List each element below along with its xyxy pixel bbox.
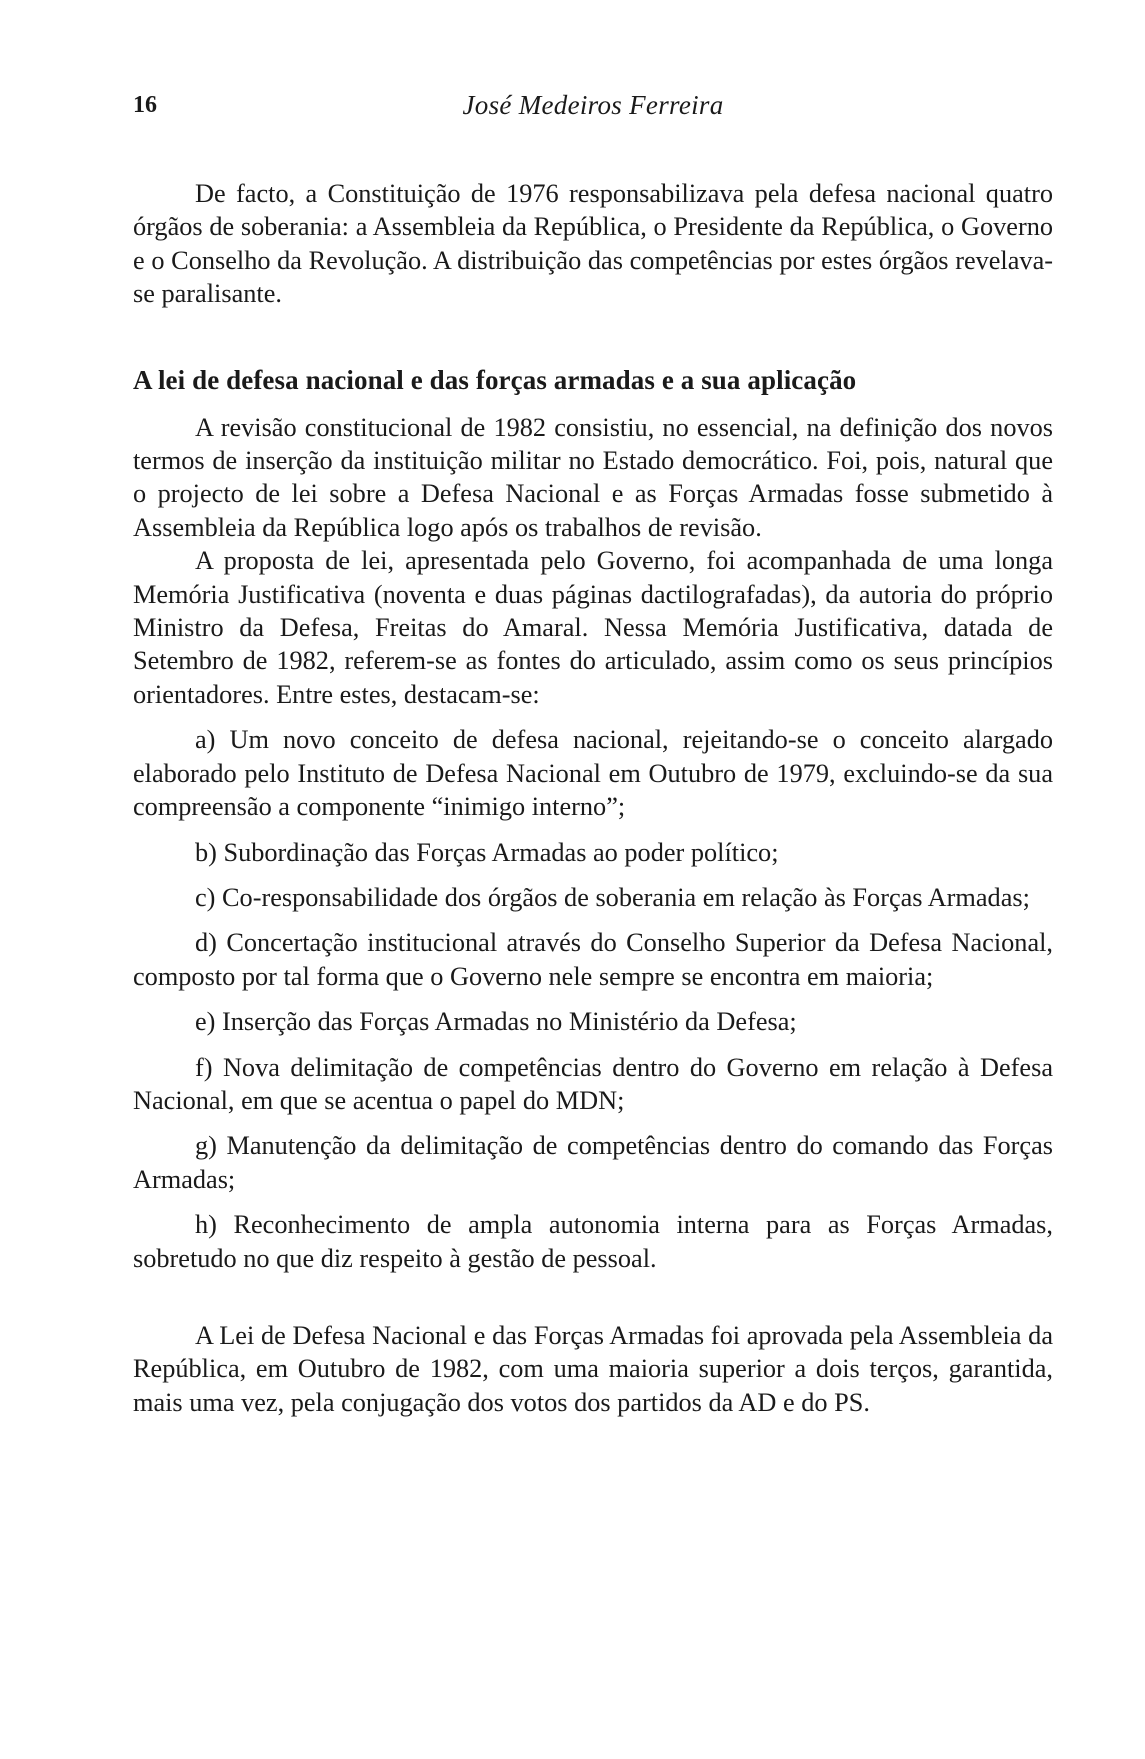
running-title: José Medeiros Ferreira	[462, 90, 724, 120]
body-text	[133, 177, 1053, 1419]
revision-paragraph: A revisão constitucional de 1982 consistiu, no essencial, na definição dos novos termos de inserção da instituição militar no Estado democrático. Foi, pois, natural que o projecto de lei sobre a Defesa Nacional e as Forças Armadas fosse submetido à Assembleia da República logo após os trabalhos de revisão.	[133, 412, 1053, 542]
list-item: c) Co-responsabilidade dos órgãos de soberania em relação às Forças Armadas;	[195, 882, 1030, 912]
list-item: h) Reconhecimento de ampla autonomia interna para as Forças Armadas, sobretudo no que diz respeito à gestão de pessoal.	[133, 1210, 1053, 1273]
principles-list	[133, 723, 1053, 1275]
page-number: 16	[133, 92, 157, 118]
list-item: e) Inserção das Forças Armadas no Ministério da Defesa;	[195, 1007, 797, 1037]
list-item: a) Um novo conceito de defesa nacional, rejeitando-se o conceito alargado elaborado pelo Instituto de Defesa Nacional em Outubro de 1979, excluindo-se da sua compreensão a componente “inimigo interno”;	[133, 725, 1053, 822]
intro-paragraph: De facto, a Constituição de 1976 responsabilizava pela defesa nacional quatro órgãos de soberania: a Assembleia da República, o Presidente da República, o Governo e o Conselho da Revolução. A distribuição das competências por estes órgãos revelava-se paralisante.	[133, 179, 1053, 309]
list-item: f) Nova delimitação de competências dentro do Governo em relação à Defesa Nacional, em que se acentua o papel do MDN;	[133, 1052, 1053, 1115]
list-item: g) Manutenção da delimitação de competências dentro do comando das Forças Armadas;	[133, 1131, 1053, 1194]
list-item: b) Subordinação das Forças Armadas ao poder político;	[195, 837, 779, 867]
running-head	[133, 88, 1053, 122]
list-item: d) Concertação institucional através do Conselho Superior da Defesa Nacional, composto por tal forma que o Governo nele sempre se encontra em maioria;	[133, 928, 1053, 991]
proposal-paragraph: A proposta de lei, apresentada pelo Governo, foi acompanhada de uma longa Memória Justificativa (noventa e duas páginas dactilografadas), da autoria do próprio Ministro da Defesa, Freitas do Amaral. Nessa Memória Justificativa, datada de Setembro de 1982, referem-se as fontes do articulado, assim como os seus princípios orientadores. Entre estes, destacam-se:	[133, 546, 1053, 709]
section-heading: A lei de defesa nacional e das forças armadas e a sua aplicação	[133, 364, 857, 395]
closing-paragraph: A Lei de Defesa Nacional e das Forças Armadas foi aprovada pela Assembleia da República, em Outubro de 1982, com uma maioria superior a dois terços, garantida, mais uma vez, pela conjugação dos votos dos partidos da AD e do PS.	[133, 1320, 1053, 1417]
